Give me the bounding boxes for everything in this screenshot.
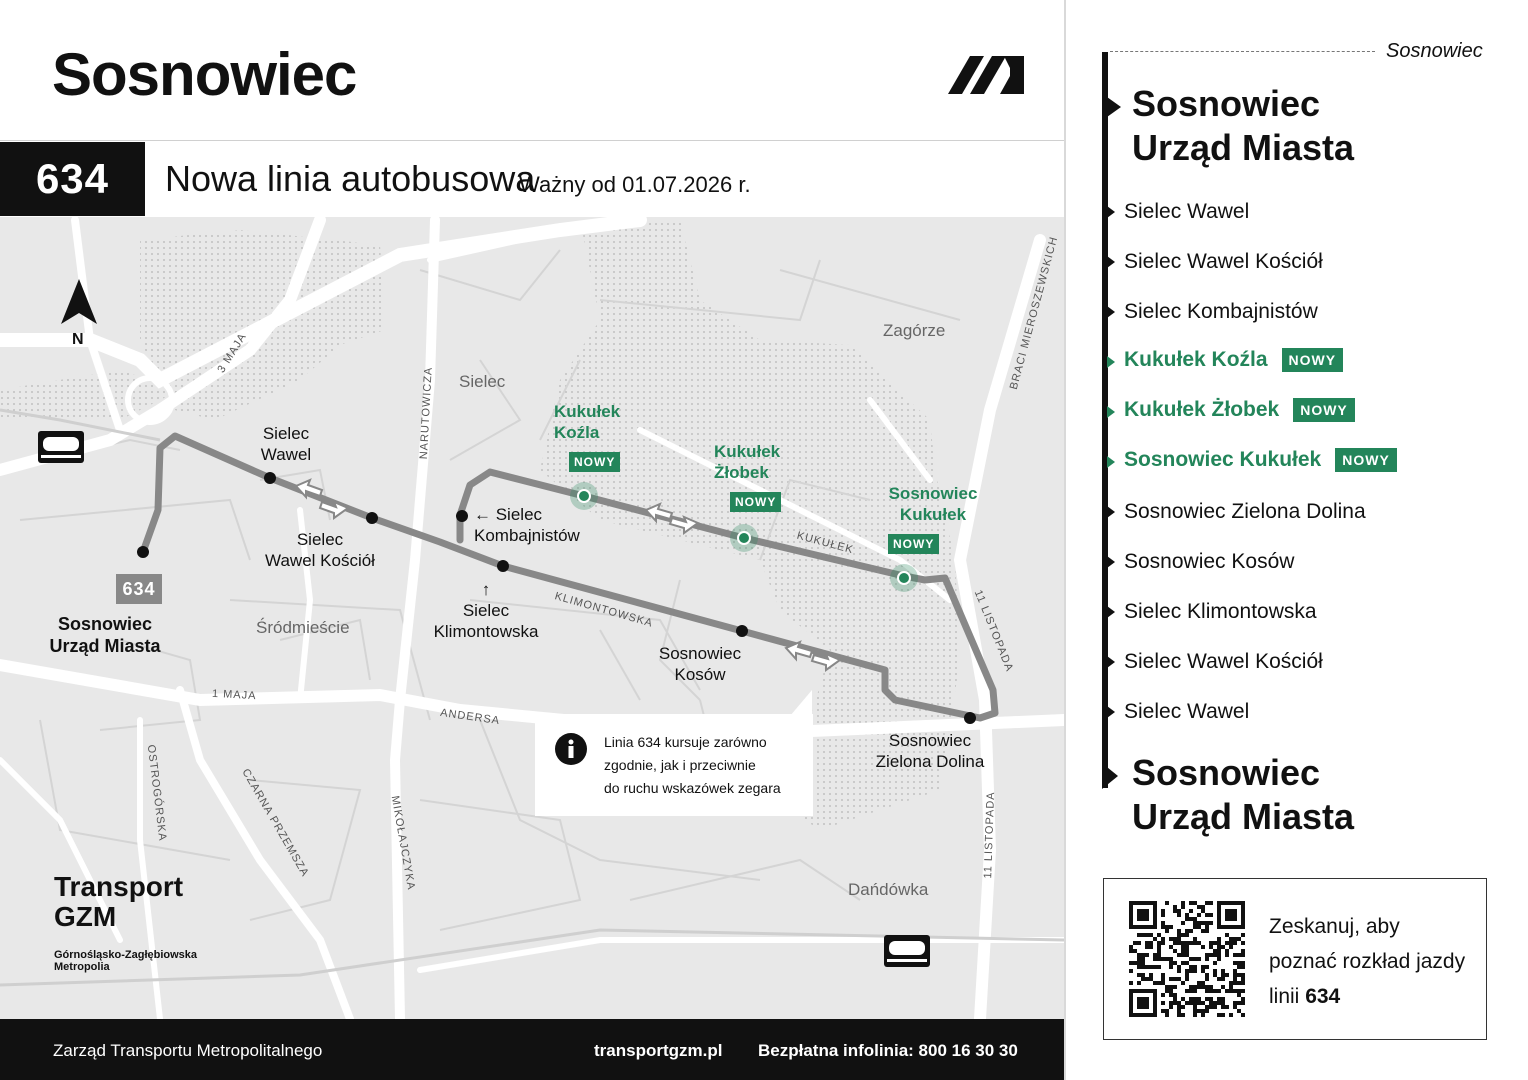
stop-marker-icon [1107, 556, 1115, 568]
route-dash-line [1110, 51, 1375, 52]
street-label: CZARNA PRZEMSZA [239, 766, 312, 880]
street-label: NARUTOWICZA [417, 366, 435, 460]
area-label: Dańdówka [848, 880, 929, 899]
stop-marker-icon [1107, 306, 1115, 318]
route-stop: Sielec Wawel [1124, 700, 1250, 723]
stop-marker-icon [1107, 706, 1115, 718]
route-line-bar [1102, 52, 1108, 788]
street-label: 3 MAJA [215, 330, 250, 376]
stop-marker-icon [1107, 206, 1115, 218]
new-badge: NOWY [1335, 448, 1397, 472]
route-stop: Sosnowiec Kosów [1124, 550, 1295, 573]
route-stop: Sielec Kombajnistów [1124, 300, 1318, 323]
route-stop: Sielec Klimontowska [1124, 600, 1317, 623]
stop-marker-icon [1107, 656, 1115, 668]
route-city: Sosnowiec [1386, 40, 1483, 62]
route-stop: Sielec Wawel Kościół [1124, 650, 1323, 673]
street-label: MIKOŁAJCZYKA [388, 794, 418, 892]
area-label: Zagórze [883, 321, 946, 340]
metropolia-logo-icon [948, 52, 1026, 98]
info-text: Linia 634 kursuje zarówno zgodnie, jak i przeciwnie do ruchu wskazówek zegara [604, 734, 781, 796]
stop-label-sielec-wawel-kosciol[interactable]: Sielec Wawel Kościół [265, 530, 375, 570]
street-label: 11 LISTOPADA [982, 791, 998, 879]
route-stop-new [1124, 398, 1355, 422]
route-stop-name: Sosnowiec Kukułek [1124, 448, 1322, 471]
stop-label-kukulek-kozla[interactable]: Kukułek Koźla [554, 402, 621, 442]
qr-line-number: 634 [1305, 985, 1341, 1008]
route-start-terminal: Sosnowiec Urząd Miasta [1132, 83, 1355, 168]
footer [0, 1019, 1064, 1080]
area-label: Śródmieście [256, 618, 350, 637]
terminal-line-badge: 634 [116, 574, 162, 604]
header-divider [0, 140, 1064, 141]
footer-website-link[interactable]: transportgzm.pl [594, 1041, 723, 1060]
qr-code-icon[interactable] [1129, 901, 1245, 1017]
route-stop-name: Kukułek Żłobek [1124, 398, 1280, 421]
route-stop: Sosnowiec Zielona Dolina [1124, 500, 1366, 523]
route-stop-new [1124, 448, 1397, 472]
new-stop-marker-icon [1107, 356, 1115, 368]
new-badge: NOWY [1282, 348, 1344, 372]
transport-gzm-logo: Transport GZM [54, 871, 184, 932]
stop-label-sosnowiec-kukulek[interactable]: Sosnowiec Kukułek [888, 484, 978, 524]
area-label: Sielec [459, 372, 506, 391]
info-callout [535, 714, 813, 816]
street-label: ANDERSA [439, 706, 501, 728]
city-title: Sosnowiec [52, 41, 357, 108]
qr-text: Zeskanuj, aby poznać rozkład jazdy linii [1269, 915, 1466, 1008]
route-stop: Sielec Wawel Kościół [1124, 250, 1323, 273]
line-number-badge: 634 [0, 142, 145, 216]
metropolia-name: Górnośląsko-Zagłębiowska Metropolia [54, 949, 198, 973]
terminal-marker-icon [1102, 763, 1118, 789]
info-icon [555, 733, 587, 765]
footer-operator: Zarząd Transportu Metropolitalnego [53, 1041, 323, 1060]
route-stop-name: Kukułek Koźla [1124, 348, 1268, 371]
stop-label-zielona-dolina[interactable]: Sosnowiec Zielona Dolina [875, 731, 985, 771]
page-subtitle: Nowa linia autobusowa [165, 158, 536, 199]
stop-marker-icon [1107, 606, 1115, 618]
street-label: BRACI MIEROSZEWSKICH [1007, 235, 1061, 391]
valid-from: Ważny od 01.07.2026 r. [519, 172, 751, 197]
new-stop-marker-icon [1107, 456, 1115, 468]
street-label: KLIMONTOWSKA [553, 590, 655, 630]
new-badge: NOWY [1293, 398, 1355, 422]
street-label: 1 MAJA [211, 687, 257, 703]
new-badge: NOWY [888, 534, 939, 554]
new-stop-marker-icon [1107, 406, 1115, 418]
stop-label-kukulek-zlobek[interactable]: Kukułek Żłobek [714, 442, 781, 482]
stop-label-urzad-miasta[interactable]: Sosnowiec Urząd Miasta [49, 614, 161, 656]
route-stop: Sielec Wawel [1124, 200, 1250, 223]
footer-hotline: Bezpłatna infolinia: 800 16 30 30 [758, 1041, 1018, 1060]
stop-marker-icon [1107, 256, 1115, 268]
north-label: N [72, 331, 84, 348]
street-label: KUKUŁEK [795, 529, 855, 557]
stop-marker-icon [1107, 506, 1115, 518]
qr-instruction [1269, 909, 1465, 1014]
street-label: 11 LISTOPADA [971, 588, 1016, 674]
route-map[interactable] [0, 217, 1064, 1019]
stop-label-sosnowiec-kosow[interactable]: Sosnowiec Kosów [658, 644, 742, 684]
route-end-terminal: Sosnowiec Urząd Miasta [1132, 752, 1355, 837]
stop-label-sielec-kombajnistow[interactable]: ← Sielec Kombajnistów [474, 505, 580, 545]
new-badge: NOWY [569, 452, 620, 472]
new-badge: NOWY [730, 492, 781, 512]
street-label: OSTROGÓRSKA [144, 744, 169, 842]
stop-label-sielec-klimontowska[interactable]: ↑ Sielec Klimontowska [433, 580, 539, 641]
route-stop-new [1124, 348, 1343, 372]
qr-panel [1103, 878, 1487, 1040]
terminal-marker-icon [1107, 97, 1121, 117]
stop-label-sielec-wawel[interactable]: Sielec Wawel [260, 424, 312, 464]
